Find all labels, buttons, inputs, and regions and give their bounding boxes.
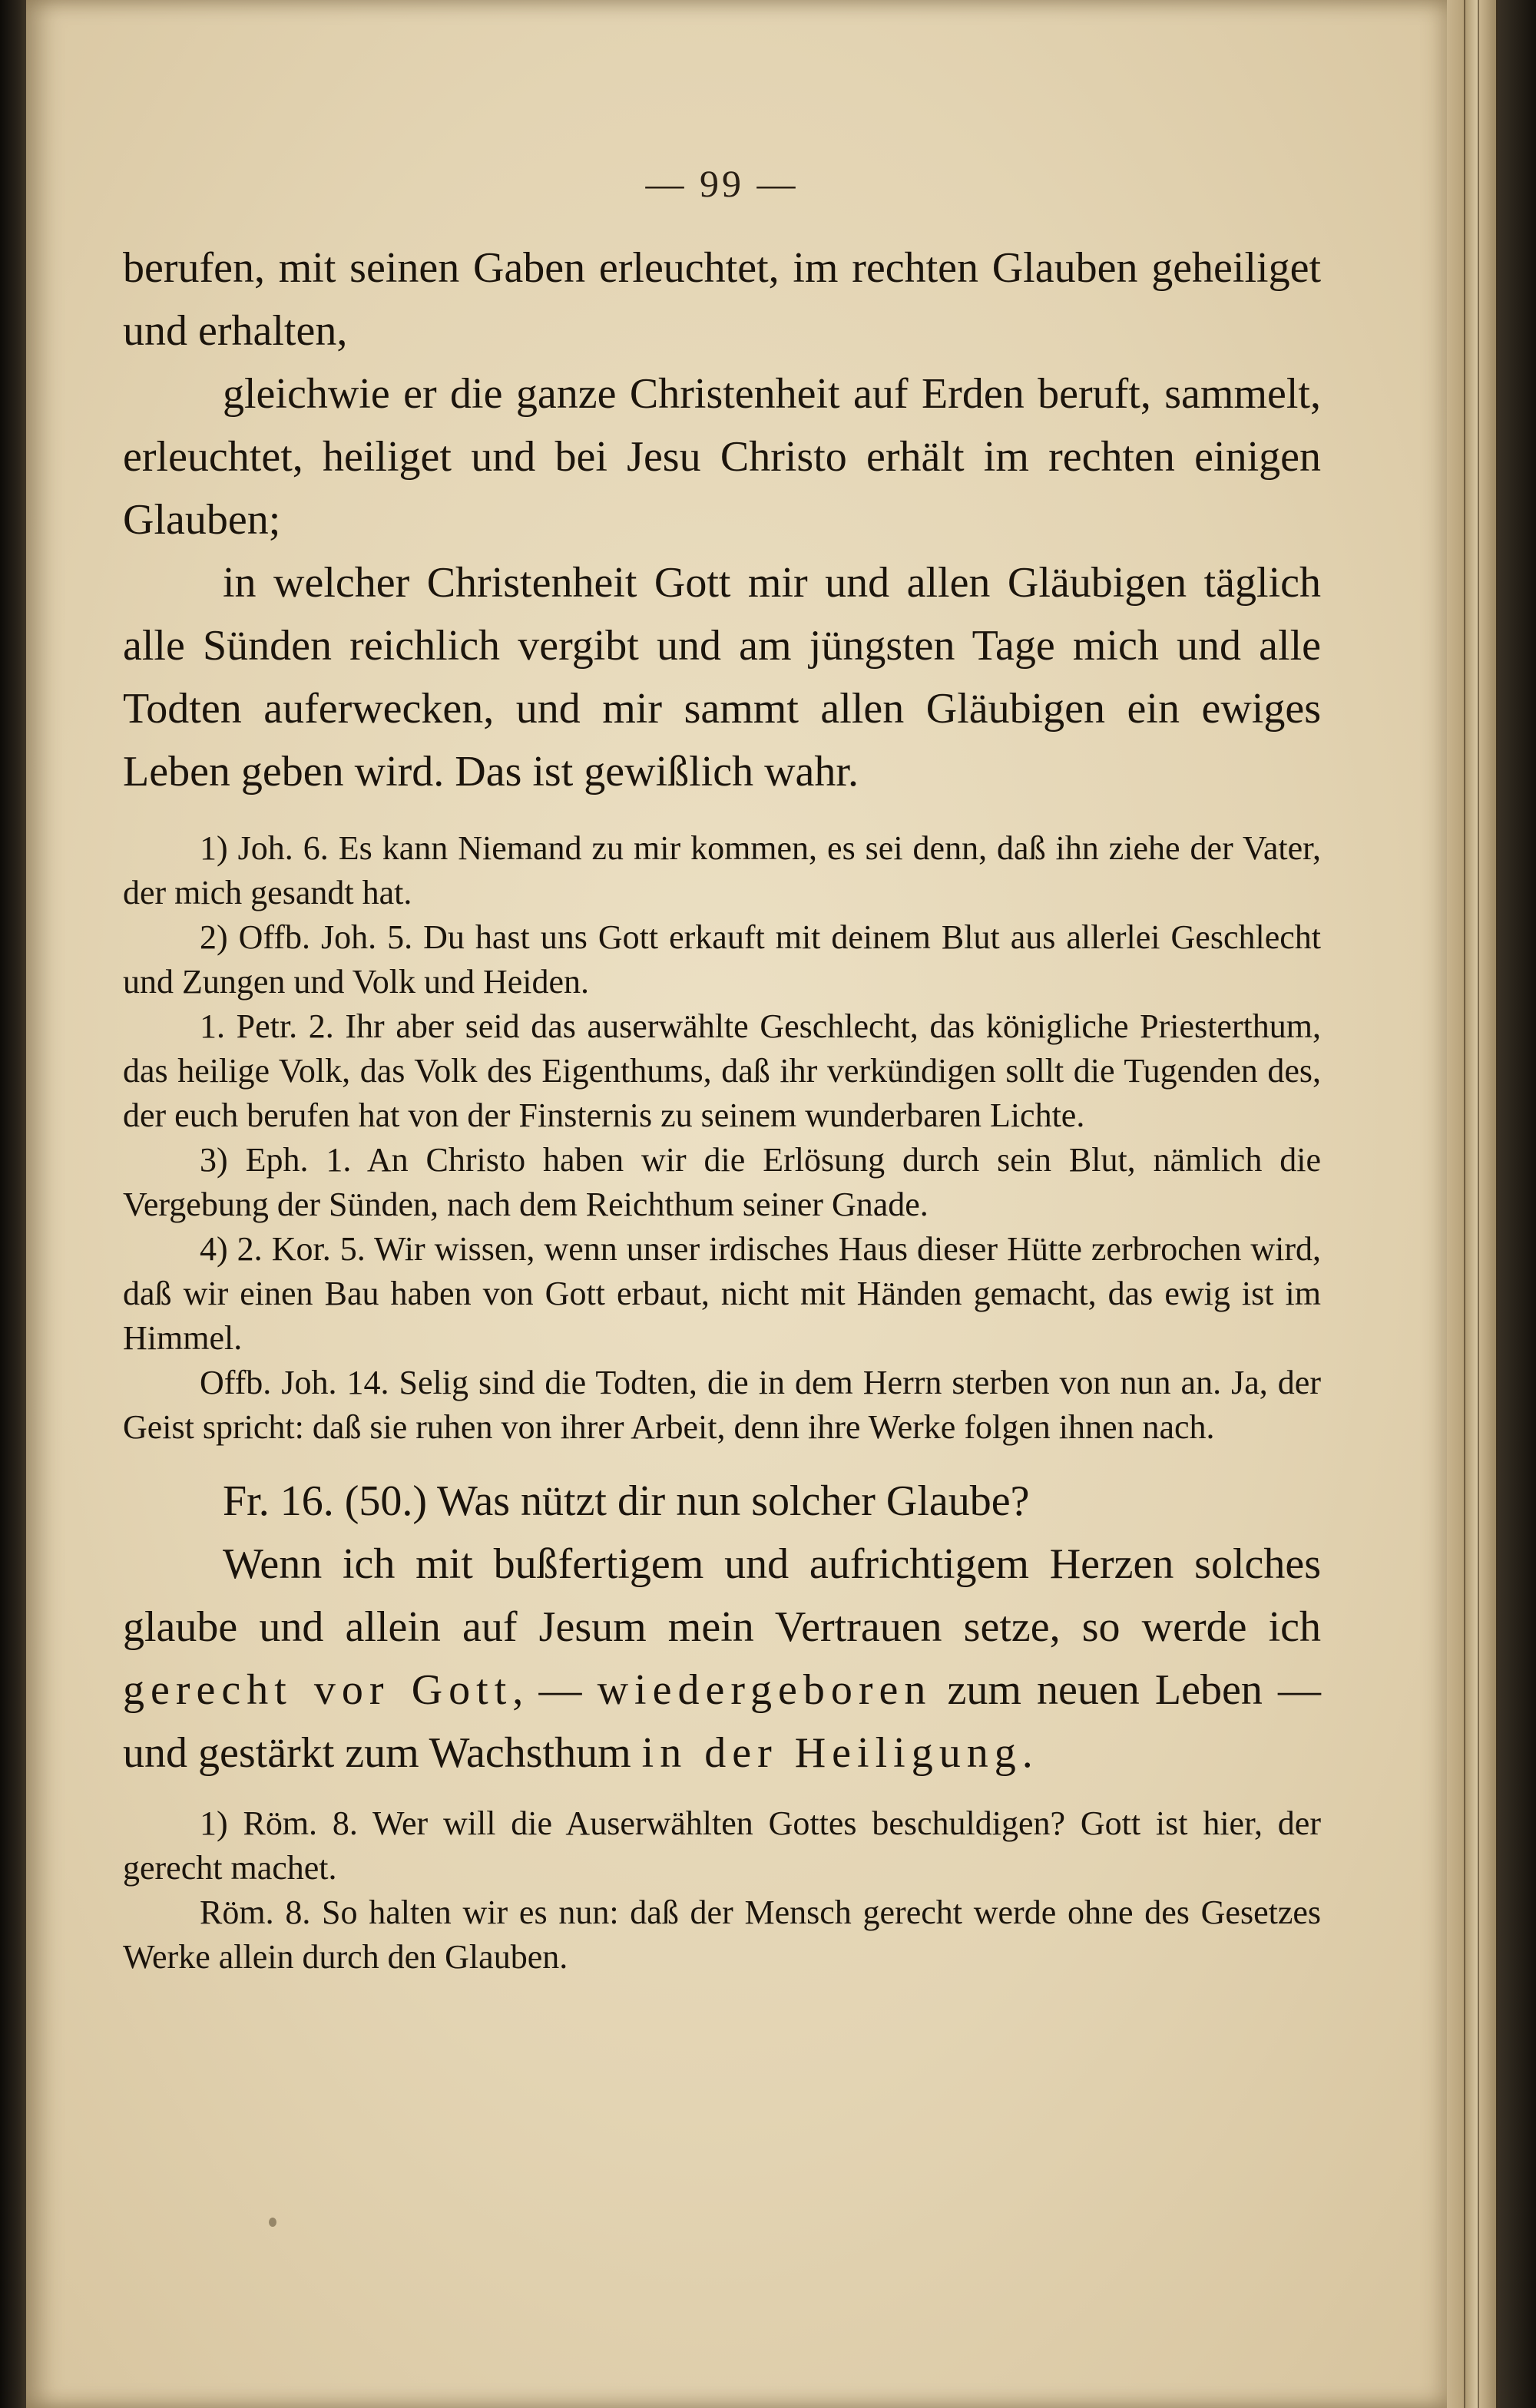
page-edge-line	[1478, 0, 1479, 2408]
scripture-note: 4) 2. Kor. 5. Wir wissen, wenn unser irdisches Haus dieser Hütte zerbrochen wird, daß wir einen Bau haben von Gott erbaut, nicht mit Händen gemacht, das ewig ist im Himmel.	[123, 1230, 1321, 1357]
page-text-block	[123, 161, 1321, 1980]
page-number: — 99 —	[645, 162, 799, 205]
scripture-note: 1) Joh. 6. Es kann Niemand zu mir kommen, es sei denn, daß ihn ziehe der Vater, der mich gesandt hat.	[123, 829, 1321, 911]
answer-text: , —	[512, 1666, 598, 1714]
catechism-question: Fr. 16. (50.) Was nützt dir nun solcher Glaube?	[223, 1477, 1030, 1525]
scripture-note: Offb. Joh. 14. Selig sind die Todten, die in dem Herrn sterben von nun an. Ja, der Geist spricht: daß sie ruhen von ihrer Arbeit, denn ihre Werke folgen ihnen nach.	[123, 1364, 1321, 1446]
book-cover-edge	[1496, 0, 1536, 2408]
scripture-note: 1. Petr. 2. Ihr aber seid das auserwählte Geschlecht, das königliche Priesterthum, das heilige Volk, das Volk des Eigenthums, daß ihr verkündigen sollt die Tugenden des, der euch berufen hat von der Finsternis zu seinem wunderbaren Lichte.	[123, 1007, 1321, 1134]
scripture-note: 3) Eph. 1. An Christo haben wir die Erlösung durch sein Blut, nämlich die Vergebung der Sünden, nach dem Reichthum seiner Gnade.	[123, 1141, 1321, 1223]
answer-text: .	[1021, 1729, 1033, 1777]
page-edge-line	[1464, 0, 1465, 2408]
answer-text: zum neuen Leben — und gestärkt zum Wachsthum	[123, 1666, 1321, 1777]
answer-text: Wenn ich mit bußfertigem und aufrichtigem Herzen solches glaube und allein auf Jesum mein Vertrauen setze, so werde ich	[123, 1540, 1321, 1651]
page-edge-stack	[1478, 0, 1496, 2408]
main-paragraph: berufen, mit seinen Gaben erleuchtet, im rechten Glauben geheiliget und erhalten,	[123, 244, 1321, 355]
answer-emphasis: gerecht vor Gott	[123, 1666, 513, 1714]
catechism-answer	[123, 1533, 1321, 1784]
answer-emphasis: in der Heiligung	[641, 1729, 1022, 1777]
answer-emphasis: wiedergeboren	[597, 1666, 932, 1714]
main-paragraph: gleichwie er die ganze Christenheit auf Erden beruft, sammelt, erleuchtet, heiliget und bei Jesu Christo erhält im rechten einigen Glauben;	[123, 370, 1321, 544]
answer-notes	[123, 1801, 1321, 1980]
scripture-note: 1) Röm. 8. Wer will die Auserwählten Gottes beschuldigen? Gott ist hier, der gerecht machet.	[123, 1804, 1321, 1887]
paper-spot	[269, 2218, 276, 2227]
main-paragraph: in welcher Christenheit Gott mir und allen Gläubigen täglich alle Sünden reichlich vergibt und am jüngsten Tage mich und alle Todten auferwecken, und mir sammt allen Gläubigen ein ewiges Leben geben wird. Das ist gewißlich wahr.	[123, 559, 1321, 796]
page-edge-line	[1496, 0, 1498, 2408]
page-edge-stack	[1447, 0, 1464, 2408]
scripture-note: 2) Offb. Joh. 5. Du hast uns Gott erkauft mit deinem Blut aus allerlei Geschlecht und Zungen und Volk und Heiden.	[123, 918, 1321, 1001]
page-edge-stack	[1464, 0, 1478, 2408]
scripture-notes	[123, 826, 1321, 1450]
scripture-note: Röm. 8. So halten wir es nun: daß der Mensch gerecht werde ohne des Gesetzes Werke allein durch den Glauben.	[123, 1894, 1321, 1976]
